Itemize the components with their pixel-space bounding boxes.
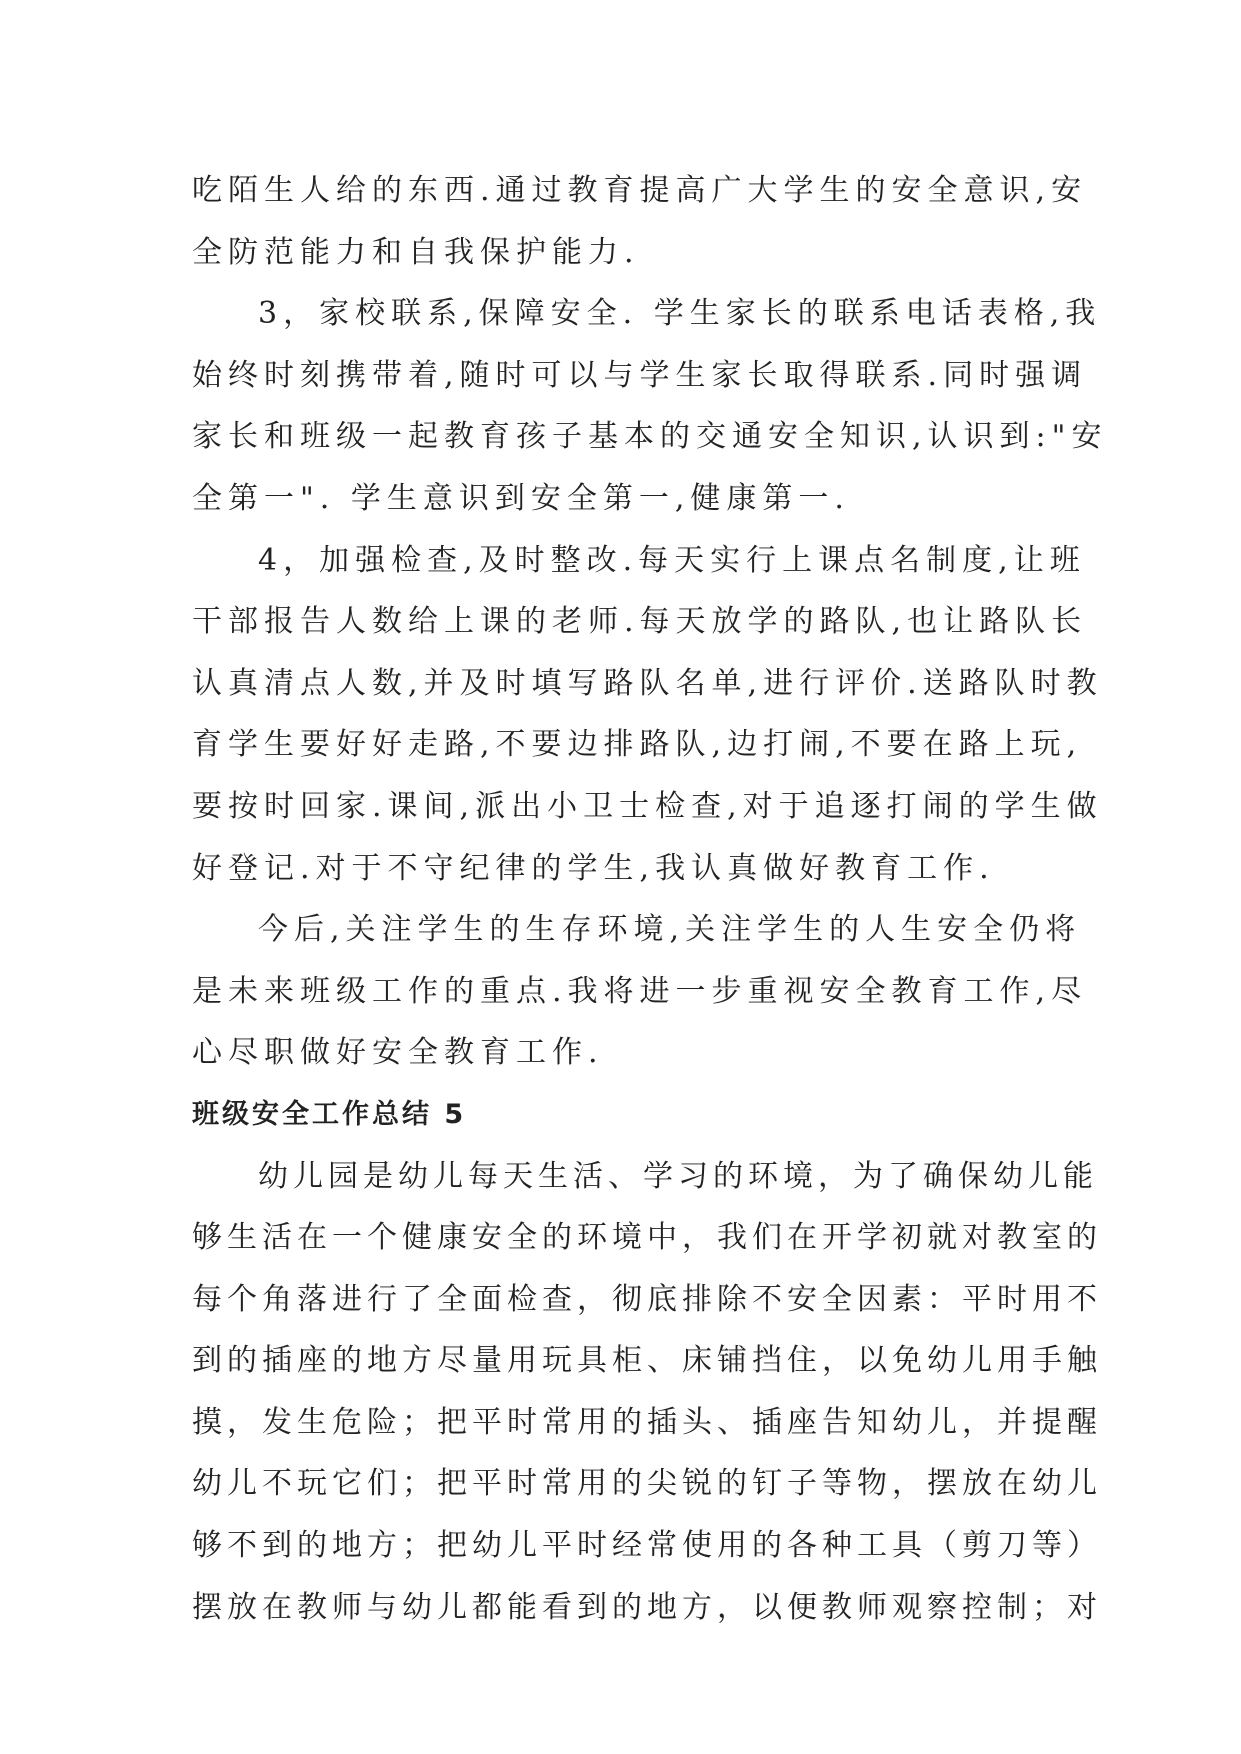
text-line: 4，加强检查,及时整改.每天实行上课点名制度,让班 — [258, 542, 1086, 578]
text-line: 全防范能力和自我保护能力. — [192, 234, 640, 270]
text-line: 始终时刻携带着,随时可以与学生家长取得联系.同时强调 — [192, 357, 1088, 393]
text-line: 摆放在教师与幼儿都能看到的地方，以便教师观察控制；对 — [192, 1589, 1102, 1625]
paragraph-item-3 — [192, 283, 1108, 529]
text-line: 每个角落进行了全面检查，彻底排除不安全因素：平时用不 — [192, 1281, 1102, 1317]
text-line: 吃陌生人给的东西.通过教育提高广大学生的安全意识,安 — [192, 173, 1088, 208]
paragraph-closing — [192, 899, 1088, 1084]
text-line: 幼儿不玩它们；把平时常用的尖锐的钉子等物，摆放在幼儿 — [192, 1466, 1102, 1502]
text-line: 今后,关注学生的生存环境,关注学生的人生安全仍将 — [258, 912, 1082, 948]
paragraph-section-5 — [192, 1146, 1102, 1639]
section-heading: 班级安全工作总结 5 — [192, 1098, 467, 1130]
text-line: 家长和班级一起教育孩子基本的交通安全知识,认识到:"安 — [192, 419, 1108, 455]
text-line: 心尽职做好安全教育工作. — [192, 1035, 604, 1071]
paragraph-item-4 — [192, 530, 1103, 900]
text-line: 够不到的地方；把幼儿平时经常使用的各种工具（剪刀等） — [192, 1528, 1102, 1564]
text-line: 到的插座的地方尽量用玩具柜、床铺挡住，以免幼儿用手触 — [192, 1343, 1102, 1379]
text-line: 全第一". 学生意识到安全第一,健康第一. — [192, 480, 850, 516]
text-line: 够生活在一个健康安全的环境中，我们在开学初就对教室的 — [192, 1220, 1102, 1256]
paragraph-intro-continued — [192, 160, 1088, 283]
document-body — [192, 160, 1108, 1638]
text-line: 育学生要好好走路,不要边排路队,边打闹,不要在路上玩, — [192, 727, 1083, 763]
text-line: 幼儿园是幼儿每天生活、学习的环境，为了确保幼儿能 — [258, 1158, 1098, 1194]
text-line: 干部报告人数给上课的老师.每天放学的路队,也让路队长 — [192, 604, 1088, 640]
text-line: 认真清点人数,并及时填写路队名单,进行评价.送路队时教 — [192, 665, 1103, 701]
text-line: 是未来班级工作的重点.我将进一步重视安全教育工作,尽 — [192, 973, 1088, 1009]
text-line: 摸，发生危险；把平时常用的插头、插座告知幼儿，并提醒 — [192, 1404, 1102, 1440]
text-line: 要按时回家.课间,派出小卫士检查,对于追逐打闹的学生做 — [192, 788, 1103, 824]
text-line: 好登记.对于不守纪律的学生,我认真做好教育工作. — [192, 850, 995, 886]
text-line: 3，家校联系,保障安全. 学生家长的联系电话表格,我 — [258, 296, 1102, 332]
